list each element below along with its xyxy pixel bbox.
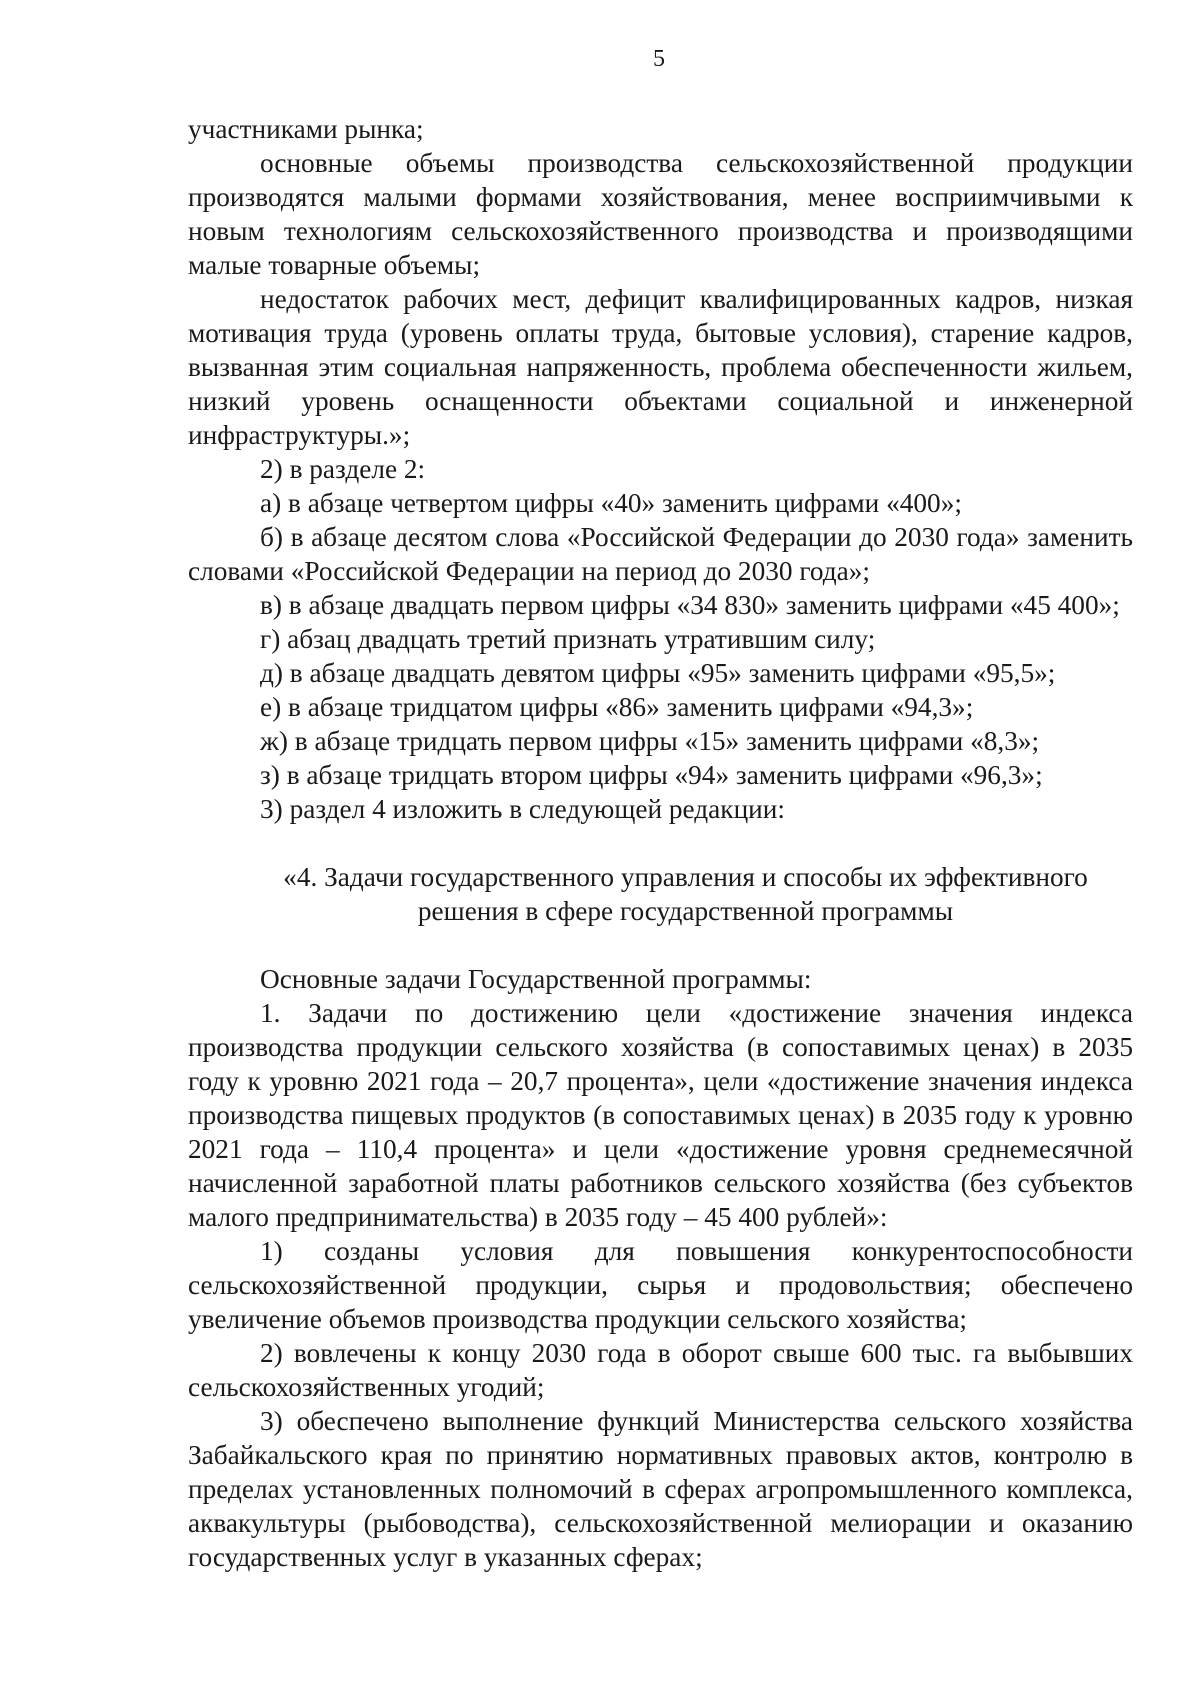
document-body [188,112,1133,1574]
section-heading-line: «4. Задачи государственного управления и способы их эффективного [283,862,1088,892]
paragraph: а) в абзаце четвертом цифры «40» заменить цифрами «400»; [260,488,962,518]
paragraph: недостаток рабочих мест, дефицит квалифицированных кадров, низкая мотивация труда (уровень оплаты труда, бытовые условия), старение кадров, вызванная этим социальная напряженность, проблема обеспеченности жильем, низкий уровень оснащенности объектами социальной и инженерной инфраструктуры.»; [188,284,1133,450]
paragraph: 1. Задачи по достижению цели «достижение значения индекса производства продукции сельского хозяйства (в сопоставимых ценах) в 2035 году к уровню 2021 года – 20,7 процента», цели «достижение значения индекса производства пищевых продуктов (в сопоставимых ценах) в 2035 году к уровню 2021 года – 110,4 процента» и цели «достижение уровня среднемесячной начисленной заработной платы работников сельского хозяйства (без субъектов малого предпринимательства) в 2035 году – 45 400 рублей»: [188,998,1133,1232]
paragraph: е) в абзаце тридцатом цифры «86» заменить цифрами «94,3»; [260,692,974,722]
paragraph: основные объемы производства сельскохозяйственной продукции производятся малыми формами хозяйствования, менее восприимчивыми к новым технологиям сельскохозяйственного производства и производящими малые товарные объемы; [188,148,1133,280]
section-heading [188,860,1133,928]
paragraph: з) в абзаце тридцать втором цифры «94» заменить цифрами «96,3»; [260,760,1043,790]
page-number: 5 [653,46,665,72]
paragraph: участниками рынка; [188,114,424,144]
paragraph: 1) созданы условия для повышения конкурентоспособности сельскохозяйственной продукции, сырья и продовольствия; обеспечено увеличение объемов производства продукции сельского хозяйства; [188,1236,1133,1334]
section-heading-line: решения в сфере государственной программы [417,896,954,926]
paragraph: Основные задачи Государственной программы: [260,964,812,994]
paragraph: в) в абзаце двадцать первом цифры «34 830» заменить цифрами «45 400»; [260,590,1120,620]
paragraph: б) в абзаце десятом слова «Российской Федерации до 2030 года» заменить словами «Российской Федерации на период до 2030 года»; [188,522,1133,586]
paragraph: д) в абзаце двадцать девятом цифры «95» заменить цифрами «95,5»; [260,658,1056,688]
paragraph: 2) вовлечены к концу 2030 года в оборот свыше 600 тыс. га выбывших сельскохозяйственных угодий; [188,1338,1133,1402]
paragraph: 2) в разделе 2: [260,454,426,484]
paragraph: 3) раздел 4 изложить в следующей редакции: [260,794,785,824]
paragraph: 3) обеспечено выполнение функций Министерства сельского хозяйства Забайкальского края по принятию нормативных правовых актов, контролю в пределах установленных полномочий в сферах агропромышленного комплекса, аквакультуры (рыбоводства), сельскохозяйственной мелиорации и оказанию государственных услуг в указанных сферах; [188,1406,1133,1572]
paragraph: ж) в абзаце тридцать первом цифры «15» заменить цифрами «8,3»; [260,726,1040,756]
paragraph: г) абзац двадцать третий признать утратившим силу; [260,624,876,654]
